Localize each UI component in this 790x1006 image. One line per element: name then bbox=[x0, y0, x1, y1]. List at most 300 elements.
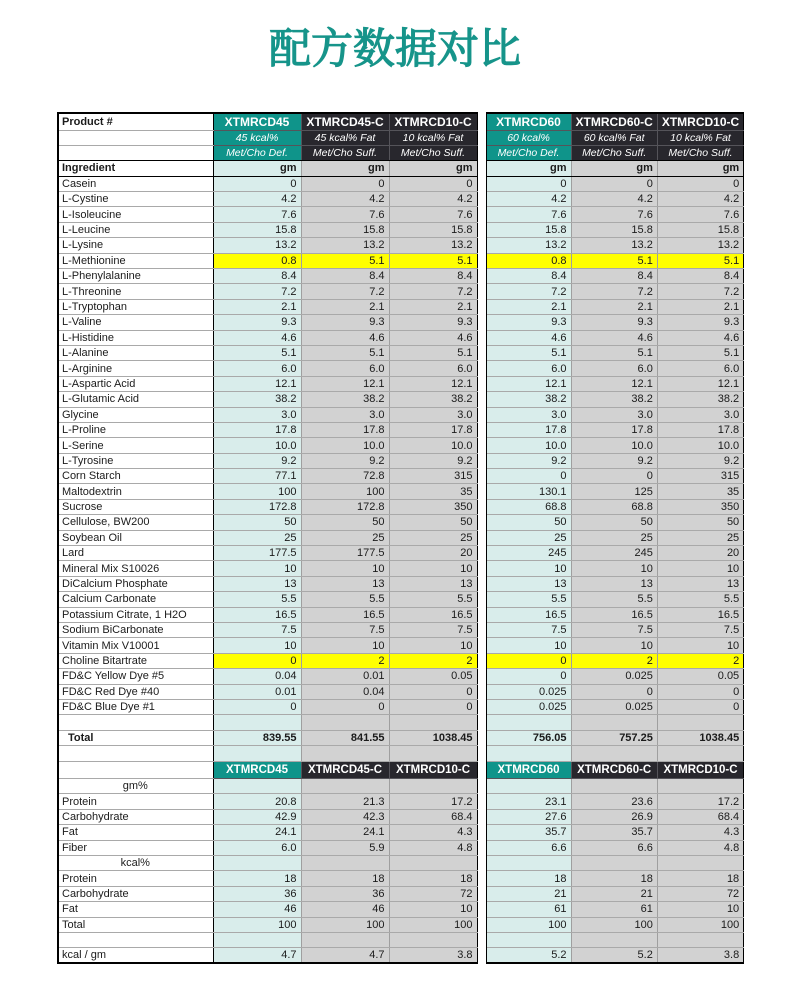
table-row bbox=[58, 161, 744, 176]
value-cell: 8.4 bbox=[389, 269, 477, 284]
ingredient-name: Soybean Oil bbox=[58, 530, 213, 545]
header-subtitle-cell: 60 kcal% Fat bbox=[571, 130, 657, 145]
value-cell: 5.1 bbox=[657, 345, 743, 360]
header-subtitle-cell: 10 kcal% Fat bbox=[657, 130, 743, 145]
summary-header-cell: XTMRCD60-C bbox=[571, 761, 657, 779]
value-cell: 18 bbox=[389, 871, 477, 886]
value-cell: 20.8 bbox=[213, 794, 301, 809]
value-cell: 61 bbox=[486, 902, 571, 917]
block-gap bbox=[477, 315, 486, 330]
block-gap bbox=[477, 902, 486, 917]
value-cell: 0.01 bbox=[301, 669, 389, 684]
value-cell: 38.2 bbox=[301, 392, 389, 407]
table-row bbox=[58, 684, 744, 699]
block-gap bbox=[477, 669, 486, 684]
value-cell: 24.1 bbox=[301, 825, 389, 840]
total-value-cell: 756.05 bbox=[486, 730, 571, 745]
value-cell: 100 bbox=[301, 484, 389, 499]
value-cell: 9.3 bbox=[301, 315, 389, 330]
table-row bbox=[58, 515, 744, 530]
header-subtitle-cell: 45 kcal% bbox=[213, 130, 301, 145]
value-cell: 15.8 bbox=[213, 222, 301, 237]
value-cell: 5.1 bbox=[301, 345, 389, 360]
value-cell: 10 bbox=[571, 638, 657, 653]
value-cell: 5.1 bbox=[571, 253, 657, 268]
value-cell: 0.025 bbox=[571, 669, 657, 684]
table-row bbox=[58, 932, 744, 947]
value-cell: 38.2 bbox=[389, 392, 477, 407]
table-row bbox=[58, 530, 744, 545]
table-row bbox=[58, 825, 744, 840]
value-cell: 5.5 bbox=[571, 592, 657, 607]
value-cell: 6.0 bbox=[389, 361, 477, 376]
table-row bbox=[58, 376, 744, 391]
empty-cell bbox=[571, 715, 657, 730]
block-gap bbox=[477, 253, 486, 268]
table-row bbox=[58, 299, 744, 314]
table-row bbox=[58, 284, 744, 299]
block-gap bbox=[477, 730, 486, 745]
value-cell: 350 bbox=[657, 499, 743, 514]
ingredient-name: L-Histidine bbox=[58, 330, 213, 345]
value-cell: 7.5 bbox=[389, 623, 477, 638]
value-cell: 100 bbox=[486, 917, 571, 932]
value-cell: 25 bbox=[571, 530, 657, 545]
value-cell: 5.5 bbox=[301, 592, 389, 607]
value-cell: 9.2 bbox=[571, 453, 657, 468]
block-gap bbox=[477, 715, 486, 730]
value-cell: 315 bbox=[389, 469, 477, 484]
value-cell: 35.7 bbox=[486, 825, 571, 840]
empty-cell bbox=[657, 715, 743, 730]
value-cell: 7.2 bbox=[486, 284, 571, 299]
value-cell: 35 bbox=[657, 484, 743, 499]
value-cell: 17.8 bbox=[571, 422, 657, 437]
value-cell: 9.3 bbox=[571, 315, 657, 330]
value-cell: 0.05 bbox=[389, 669, 477, 684]
table-row bbox=[58, 779, 744, 794]
total-value-cell: 1038.45 bbox=[657, 730, 743, 745]
value-cell: 25 bbox=[213, 530, 301, 545]
empty-cell bbox=[301, 715, 389, 730]
value-cell: 5.1 bbox=[301, 253, 389, 268]
ingredient-name: FD&C Blue Dye #1 bbox=[58, 699, 213, 714]
ingredient-name: Vitamin Mix V10001 bbox=[58, 638, 213, 653]
empty-cell bbox=[213, 746, 301, 761]
empty-cell bbox=[213, 855, 301, 870]
table-row bbox=[58, 607, 744, 622]
block-gap bbox=[477, 361, 486, 376]
value-cell: 0 bbox=[486, 653, 571, 668]
value-cell: 7.5 bbox=[213, 623, 301, 638]
value-cell: 50 bbox=[657, 515, 743, 530]
block-gap bbox=[477, 746, 486, 761]
value-cell: 5.2 bbox=[571, 948, 657, 963]
product-header-cell: XTMRCD60 bbox=[486, 113, 571, 130]
table-row bbox=[58, 871, 744, 886]
empty-label bbox=[58, 715, 213, 730]
value-cell: 16.5 bbox=[301, 607, 389, 622]
value-cell: 10.0 bbox=[571, 438, 657, 453]
value-cell: 7.2 bbox=[571, 284, 657, 299]
empty-cell bbox=[657, 855, 743, 870]
value-cell: 10 bbox=[301, 561, 389, 576]
value-cell: 17.8 bbox=[389, 422, 477, 437]
value-cell: 2 bbox=[657, 653, 743, 668]
block-gap bbox=[477, 161, 486, 176]
section-label: kcal% bbox=[58, 855, 213, 870]
table-row bbox=[58, 840, 744, 855]
block-gap bbox=[477, 192, 486, 207]
value-cell: 4.6 bbox=[213, 330, 301, 345]
value-cell: 3.0 bbox=[301, 407, 389, 422]
ingredient-name: Mineral Mix S10026 bbox=[58, 561, 213, 576]
value-cell: 68.8 bbox=[571, 499, 657, 514]
empty-label bbox=[58, 932, 213, 947]
empty-cell bbox=[213, 779, 301, 794]
value-cell: 17.8 bbox=[213, 422, 301, 437]
value-cell: 16.5 bbox=[657, 607, 743, 622]
value-cell: 0.01 bbox=[213, 684, 301, 699]
value-cell: 50 bbox=[486, 515, 571, 530]
block-gap bbox=[477, 684, 486, 699]
value-cell: 7.6 bbox=[486, 207, 571, 222]
block-gap bbox=[477, 269, 486, 284]
value-cell: 46 bbox=[213, 902, 301, 917]
ingredient-name: L-Cystine bbox=[58, 192, 213, 207]
product-header-cell: XTMRCD10-C bbox=[389, 113, 477, 130]
page-title: 配方数据对比 bbox=[268, 25, 521, 72]
value-cell: 0 bbox=[657, 684, 743, 699]
value-cell: 0.8 bbox=[213, 253, 301, 268]
value-cell: 13 bbox=[389, 576, 477, 591]
value-cell: 172.8 bbox=[301, 499, 389, 514]
summary-row-label: Fat bbox=[58, 825, 213, 840]
ingredient-name: L-Leucine bbox=[58, 222, 213, 237]
header-subtitle-cell: Met/Cho Suff. bbox=[389, 145, 477, 160]
value-cell: 4.6 bbox=[486, 330, 571, 345]
corner-empty bbox=[58, 130, 213, 145]
value-cell: 0.025 bbox=[486, 684, 571, 699]
table-row bbox=[58, 715, 744, 730]
header-subtitle-cell: 45 kcal% Fat bbox=[301, 130, 389, 145]
table-row bbox=[58, 130, 744, 145]
value-cell: 10.0 bbox=[486, 438, 571, 453]
block-gap bbox=[477, 809, 486, 824]
value-cell: 10.0 bbox=[389, 438, 477, 453]
product-header-cell: XTMRCD10-C bbox=[657, 113, 743, 130]
empty-cell bbox=[486, 746, 571, 761]
value-cell: 16.5 bbox=[571, 607, 657, 622]
value-cell: 0 bbox=[486, 176, 571, 191]
value-cell: 61 bbox=[571, 902, 657, 917]
value-cell: 6.0 bbox=[571, 361, 657, 376]
table-row bbox=[58, 669, 744, 684]
block-gap bbox=[477, 623, 486, 638]
ingredient-name: L-Threonine bbox=[58, 284, 213, 299]
value-cell: 36 bbox=[301, 886, 389, 901]
value-cell: 8.4 bbox=[657, 269, 743, 284]
empty-cell bbox=[657, 746, 743, 761]
table-row bbox=[58, 238, 744, 253]
value-cell: 5.5 bbox=[389, 592, 477, 607]
ingredient-name: Cellulose, BW200 bbox=[58, 515, 213, 530]
value-cell: 0.04 bbox=[213, 669, 301, 684]
value-cell: 50 bbox=[571, 515, 657, 530]
summary-row-label: Protein bbox=[58, 794, 213, 809]
table-row bbox=[58, 484, 744, 499]
value-cell: 9.2 bbox=[213, 453, 301, 468]
unit-cell: gm bbox=[486, 161, 571, 176]
table-row bbox=[58, 345, 744, 360]
value-cell: 21.3 bbox=[301, 794, 389, 809]
summary-row-label: Protein bbox=[58, 871, 213, 886]
value-cell: 3.0 bbox=[213, 407, 301, 422]
value-cell: 4.8 bbox=[657, 840, 743, 855]
block-gap bbox=[477, 484, 486, 499]
block-gap bbox=[477, 222, 486, 237]
value-cell: 9.3 bbox=[213, 315, 301, 330]
block-gap bbox=[477, 345, 486, 360]
value-cell: 8.4 bbox=[301, 269, 389, 284]
table-row bbox=[58, 453, 744, 468]
value-cell: 13.2 bbox=[213, 238, 301, 253]
block-gap bbox=[477, 779, 486, 794]
block-gap bbox=[477, 207, 486, 222]
value-cell: 0 bbox=[657, 176, 743, 191]
value-cell: 2.1 bbox=[571, 299, 657, 314]
value-cell: 2 bbox=[389, 653, 477, 668]
value-cell: 5.5 bbox=[486, 592, 571, 607]
value-cell: 15.8 bbox=[571, 222, 657, 237]
table-row bbox=[58, 576, 744, 591]
value-cell: 10 bbox=[213, 561, 301, 576]
product-header-cell: XTMRCD45-C bbox=[301, 113, 389, 130]
total-value-cell: 839.55 bbox=[213, 730, 301, 745]
table-row bbox=[58, 561, 744, 576]
value-cell: 6.6 bbox=[486, 840, 571, 855]
block-gap bbox=[477, 653, 486, 668]
value-cell: 0 bbox=[389, 699, 477, 714]
summary-header-cell: XTMRCD45 bbox=[213, 761, 301, 779]
value-cell: 8.4 bbox=[486, 269, 571, 284]
value-cell: 100 bbox=[657, 917, 743, 932]
value-cell: 4.7 bbox=[301, 948, 389, 963]
value-cell: 177.5 bbox=[213, 546, 301, 561]
value-cell: 4.2 bbox=[389, 192, 477, 207]
summary-row-label: Carbohydrate bbox=[58, 809, 213, 824]
value-cell: 24.1 bbox=[213, 825, 301, 840]
empty-cell bbox=[389, 715, 477, 730]
value-cell: 12.1 bbox=[389, 376, 477, 391]
ingredient-name: L-Lysine bbox=[58, 238, 213, 253]
header-subtitle-cell: Met/Cho Suff. bbox=[571, 145, 657, 160]
value-cell: 68.4 bbox=[389, 809, 477, 824]
value-cell: 2.1 bbox=[389, 299, 477, 314]
header-subtitle-cell: Met/Cho Def. bbox=[486, 145, 571, 160]
value-cell: 0 bbox=[213, 653, 301, 668]
block-gap bbox=[477, 917, 486, 932]
block-gap bbox=[477, 576, 486, 591]
value-cell: 68.8 bbox=[486, 499, 571, 514]
value-cell: 7.2 bbox=[301, 284, 389, 299]
block-gap bbox=[477, 113, 486, 130]
total-value-cell: 757.25 bbox=[571, 730, 657, 745]
value-cell: 68.4 bbox=[657, 809, 743, 824]
ingredient-name: L-Tyrosine bbox=[58, 453, 213, 468]
value-cell: 18 bbox=[486, 871, 571, 886]
value-cell: 4.6 bbox=[657, 330, 743, 345]
value-cell: 35.7 bbox=[571, 825, 657, 840]
value-cell: 10 bbox=[657, 902, 743, 917]
value-cell: 10.0 bbox=[301, 438, 389, 453]
table-row bbox=[58, 392, 744, 407]
table-row bbox=[58, 422, 744, 437]
table-row bbox=[58, 222, 744, 237]
total-value-cell: 841.55 bbox=[301, 730, 389, 745]
value-cell: 177.5 bbox=[301, 546, 389, 561]
value-cell: 15.8 bbox=[301, 222, 389, 237]
header-subtitle-cell: Met/Cho Suff. bbox=[657, 145, 743, 160]
empty-cell bbox=[389, 746, 477, 761]
header-subtitle-cell: Met/Cho Def. bbox=[213, 145, 301, 160]
value-cell: 315 bbox=[657, 469, 743, 484]
value-cell: 21 bbox=[571, 886, 657, 901]
header-subtitle-cell: 10 kcal% Fat bbox=[389, 130, 477, 145]
block-gap bbox=[477, 932, 486, 947]
empty-cell bbox=[486, 715, 571, 730]
empty-cell bbox=[301, 932, 389, 947]
value-cell: 10.0 bbox=[657, 438, 743, 453]
summary-header-cell: XTMRCD10-C bbox=[657, 761, 743, 779]
value-cell: 25 bbox=[389, 530, 477, 545]
empty-cell bbox=[571, 932, 657, 947]
block-gap bbox=[477, 561, 486, 576]
value-cell: 6.0 bbox=[486, 361, 571, 376]
value-cell: 9.2 bbox=[301, 453, 389, 468]
value-cell: 2.1 bbox=[486, 299, 571, 314]
block-gap bbox=[477, 422, 486, 437]
ingredient-name: L-Valine bbox=[58, 315, 213, 330]
block-gap bbox=[477, 607, 486, 622]
value-cell: 72 bbox=[389, 886, 477, 901]
value-cell: 8.4 bbox=[213, 269, 301, 284]
empty-cell bbox=[571, 855, 657, 870]
value-cell: 100 bbox=[213, 484, 301, 499]
value-cell: 100 bbox=[213, 917, 301, 932]
value-cell: 17.2 bbox=[389, 794, 477, 809]
value-cell: 4.2 bbox=[301, 192, 389, 207]
block-gap bbox=[477, 515, 486, 530]
empty-cell bbox=[389, 932, 477, 947]
value-cell: 10 bbox=[389, 902, 477, 917]
summary-row-label: Total bbox=[58, 917, 213, 932]
block-gap bbox=[477, 794, 486, 809]
value-cell: 6.6 bbox=[571, 840, 657, 855]
empty-cell bbox=[389, 855, 477, 870]
value-cell: 245 bbox=[571, 546, 657, 561]
value-cell: 4.8 bbox=[389, 840, 477, 855]
value-cell: 4.6 bbox=[301, 330, 389, 345]
value-cell: 0 bbox=[486, 469, 571, 484]
table-row bbox=[58, 902, 744, 917]
value-cell: 4.6 bbox=[389, 330, 477, 345]
value-cell: 5.1 bbox=[571, 345, 657, 360]
product-header-cell: XTMRCD45 bbox=[213, 113, 301, 130]
value-cell: 2.1 bbox=[213, 299, 301, 314]
value-cell: 0 bbox=[571, 684, 657, 699]
value-cell: 5.5 bbox=[213, 592, 301, 607]
block-gap bbox=[477, 299, 486, 314]
value-cell: 5.9 bbox=[301, 840, 389, 855]
empty-cell bbox=[486, 779, 571, 794]
value-cell: 10 bbox=[301, 638, 389, 653]
summary-row-label: Fiber bbox=[58, 840, 213, 855]
value-cell: 0.025 bbox=[486, 699, 571, 714]
table-row bbox=[58, 253, 744, 268]
value-cell: 350 bbox=[389, 499, 477, 514]
value-cell: 18 bbox=[571, 871, 657, 886]
value-cell: 9.3 bbox=[389, 315, 477, 330]
empty-cell bbox=[301, 855, 389, 870]
value-cell: 8.4 bbox=[571, 269, 657, 284]
value-cell: 35 bbox=[389, 484, 477, 499]
value-cell: 0 bbox=[486, 669, 571, 684]
value-cell: 38.2 bbox=[571, 392, 657, 407]
ingredient-name: L-Glutamic Acid bbox=[58, 392, 213, 407]
table-row bbox=[58, 592, 744, 607]
value-cell: 5.1 bbox=[213, 345, 301, 360]
table-row bbox=[58, 176, 744, 191]
value-cell: 10 bbox=[213, 638, 301, 653]
value-cell: 6.0 bbox=[657, 361, 743, 376]
value-cell: 125 bbox=[571, 484, 657, 499]
value-cell: 23.6 bbox=[571, 794, 657, 809]
block-gap bbox=[477, 392, 486, 407]
table-row bbox=[58, 730, 744, 745]
value-cell: 5.1 bbox=[657, 253, 743, 268]
value-cell: 42.9 bbox=[213, 809, 301, 824]
ingredient-name: L-Isoleucine bbox=[58, 207, 213, 222]
ingredient-name: Lard bbox=[58, 546, 213, 561]
table-row bbox=[58, 407, 744, 422]
value-cell: 72 bbox=[657, 886, 743, 901]
block-gap bbox=[477, 530, 486, 545]
block-gap bbox=[477, 330, 486, 345]
corner-empty bbox=[58, 145, 213, 160]
table-row bbox=[58, 761, 744, 779]
value-cell: 15.8 bbox=[657, 222, 743, 237]
value-cell: 38.2 bbox=[486, 392, 571, 407]
table-row bbox=[58, 207, 744, 222]
value-cell: 245 bbox=[486, 546, 571, 561]
block-gap bbox=[477, 499, 486, 514]
value-cell: 0 bbox=[301, 699, 389, 714]
value-cell: 0 bbox=[389, 684, 477, 699]
value-cell: 5.1 bbox=[486, 345, 571, 360]
value-cell: 9.2 bbox=[486, 453, 571, 468]
value-cell: 0 bbox=[571, 176, 657, 191]
value-cell: 100 bbox=[571, 917, 657, 932]
unit-cell: gm bbox=[571, 161, 657, 176]
value-cell: 2.1 bbox=[657, 299, 743, 314]
value-cell: 3.0 bbox=[389, 407, 477, 422]
value-cell: 7.6 bbox=[571, 207, 657, 222]
value-cell: 18 bbox=[657, 871, 743, 886]
value-cell: 10 bbox=[486, 638, 571, 653]
ingredient-name: L-Proline bbox=[58, 422, 213, 437]
value-cell: 13.2 bbox=[486, 238, 571, 253]
